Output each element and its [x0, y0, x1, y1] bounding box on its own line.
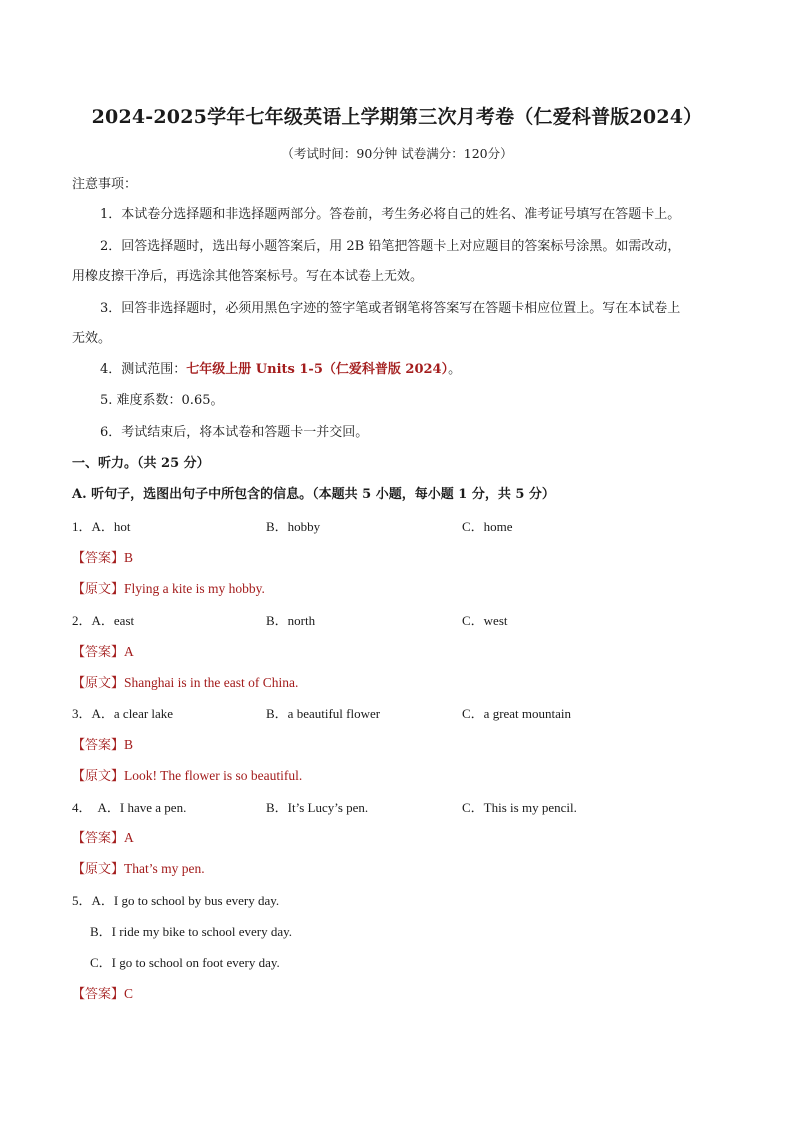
note-item-2-line-1: 2．回答选择题时，选出每小题答案后，用 2B 铅笔把答题卡上对应题目的答案标号涂黑。如需改动， — [100, 239, 681, 254]
answer-label: 【答案】 — [72, 551, 125, 566]
option-b: B．It’s Lucy’s pen. — [266, 800, 369, 815]
original-line — [72, 860, 205, 879]
question-1 — [72, 518, 131, 536]
page-title: 2024-2025学年七年级英语上学期第三次月考卷（仁爱科普版2024） — [91, 106, 703, 128]
question-5 — [72, 892, 279, 910]
note-item-4 — [100, 361, 461, 379]
answer-value: C — [124, 986, 134, 1001]
question-4 — [72, 799, 186, 817]
answer-label: 【答案】 — [72, 987, 125, 1002]
option-a: A．I go to school by bus every day. — [91, 893, 280, 908]
section-heading: 一、听力。（共 25 分） — [72, 456, 210, 471]
original-label: 【原文】 — [72, 676, 125, 691]
question-2 — [72, 612, 134, 630]
answer-value: A — [124, 830, 134, 845]
answer-value: B — [124, 550, 134, 565]
original-text: Shanghai is in the east of China. — [124, 675, 299, 690]
answer-label: 【答案】 — [72, 831, 125, 846]
option-a: A．hot — [91, 519, 131, 534]
original-line — [72, 767, 302, 786]
question-number: 5． — [72, 893, 92, 908]
answer-line — [72, 643, 134, 662]
option-b: B．north — [266, 613, 316, 628]
option-c: C．west — [462, 613, 508, 628]
answer-label: 【答案】 — [72, 645, 125, 660]
answer-label: 【答案】 — [72, 738, 125, 753]
option-c: C．This is my pencil. — [462, 800, 577, 815]
question-number: 4． — [72, 800, 92, 815]
note-item-3-line-2: 无效。 — [72, 331, 112, 346]
original-text: Look! The flower is so beautiful. — [124, 768, 303, 783]
option-a: A．I have a pen. — [97, 800, 187, 815]
original-label: 【原文】 — [72, 769, 125, 784]
note-item-5: 5. 难度系数：0.65。 — [100, 393, 224, 408]
option-b: B．hobby — [266, 519, 321, 534]
part-a-heading: A. 听句子，选图出句子中所包含的信息。（本题共 5 小题，每小题 1 分，共 5 分） — [72, 487, 555, 502]
exam-subtitle: （考试时间：90分钟 试卷满分：120分） — [281, 146, 513, 161]
question-number: 2． — [72, 613, 92, 628]
answer-line — [72, 549, 133, 568]
question-3 — [72, 705, 173, 723]
note-item-6: 6．考试结束后，将本试卷和答题卡一并交回。 — [100, 425, 369, 440]
answer-line — [72, 985, 133, 1004]
answer-value: A — [124, 644, 134, 659]
question-number: 3． — [72, 706, 92, 721]
test-range: 七年级上册 Units 1-5（仁爱科普版 2024） — [186, 362, 449, 377]
option-a: A．east — [91, 613, 135, 628]
option-c: C．home — [462, 519, 513, 534]
option-a: A．a clear lake — [91, 706, 174, 721]
note-item-3-line-1: 3．回答非选择题时，必须用黑色字迹的签字笔或者钢笔将答案写在答题卡相应位置上。写在本试卷上 — [100, 301, 681, 316]
option-b: B．a beautiful flower — [266, 706, 381, 721]
note-item-4-prefix: 4．测试范围： — [100, 362, 187, 377]
note-item-4-suffix: 。 — [448, 362, 462, 377]
option-c: C．a great mountain — [462, 706, 572, 721]
option-c: C．I go to school on foot every day. — [90, 955, 280, 970]
original-line — [72, 674, 298, 693]
notes-heading: 注意事项： — [72, 177, 138, 192]
option-b: B．I ride my bike to school every day. — [90, 924, 293, 939]
answer-value: B — [124, 737, 134, 752]
original-label: 【原文】 — [72, 862, 125, 877]
original-text: That’s my pen. — [124, 861, 205, 876]
note-item-1: 1．本试卷分选择题和非选择题两部分。答卷前，考生务必将自己的姓名、准考证号填写在答题卡上。 — [100, 207, 681, 222]
note-item-2-line-2: 用橡皮擦干净后，再选涂其他答案标号。写在本试卷上无效。 — [72, 269, 424, 284]
original-label: 【原文】 — [72, 582, 125, 597]
answer-line — [72, 736, 133, 755]
original-line — [72, 580, 265, 599]
original-text: Flying a kite is my hobby. — [124, 581, 265, 596]
answer-line — [72, 829, 134, 848]
question-number: 1． — [72, 519, 92, 534]
